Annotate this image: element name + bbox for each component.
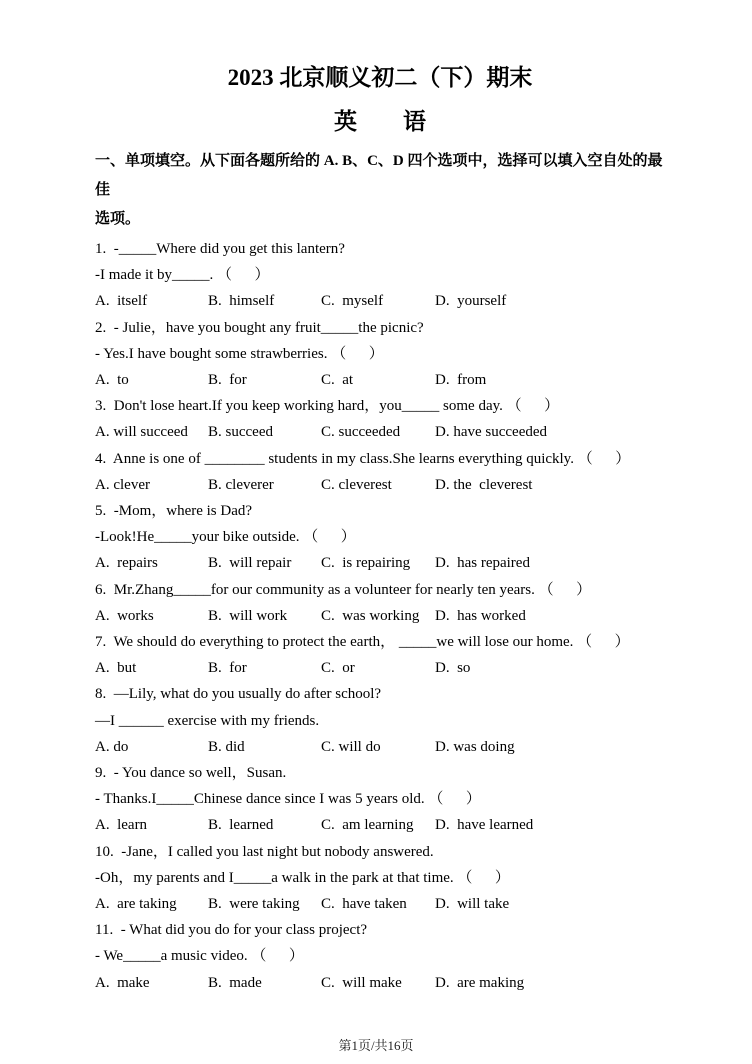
question-line: 4. Anne is one of ________ students in my class.She learns everything quickly. （ ） <box>95 450 631 467</box>
option-c: C. was working <box>321 607 420 624</box>
option-c: C. am learning <box>321 817 414 834</box>
page-title: 2023 北京顺义初二（下）期末 <box>227 65 533 90</box>
question-line: 8. —Lily, what do you usually do after school? <box>95 686 382 703</box>
options-row <box>95 550 665 576</box>
option-b: B. for <box>208 372 247 389</box>
question-line: 2. - Julie，have you bought any fruit_____the picnic? <box>95 319 424 336</box>
question-line: - Yes.I have bought some strawberries. （ ） <box>95 345 384 362</box>
option-c: C. have taken <box>321 896 407 913</box>
option-b: B. succeed <box>208 424 273 441</box>
option-d: D. has repaired <box>435 555 530 572</box>
question-11 <box>95 917 665 996</box>
question-line: - We_____a music video. （ ） <box>95 948 304 965</box>
options-row <box>95 419 665 445</box>
question-3 <box>95 393 665 445</box>
option-b: B. made <box>208 974 262 991</box>
question-1 <box>95 236 665 315</box>
page-indicator: 第1页/共16页 <box>338 1038 414 1053</box>
option-d: D. have learned <box>435 817 534 834</box>
question-7 <box>95 629 665 681</box>
question-line: 10. -Jane，I called you last night but nobody answered. <box>95 843 434 860</box>
options-row <box>95 655 665 681</box>
question-4 <box>95 446 665 498</box>
options-row <box>95 472 665 498</box>
option-d: D. have succeeded <box>435 424 548 441</box>
option-a: A. repairs <box>95 555 158 572</box>
option-d: D. has worked <box>435 607 526 624</box>
option-d: D. will take <box>435 896 510 913</box>
option-c: C. or <box>321 660 355 677</box>
section-instruction <box>95 147 665 234</box>
question-8 <box>95 681 665 760</box>
question-10 <box>95 839 665 918</box>
option-a: A. make <box>95 974 150 991</box>
question-line: 11. - What did you do for your class project? <box>95 922 368 939</box>
question-line: 3. Don't lose heart.If you keep working hard，you_____ some day. （ ） <box>95 398 560 415</box>
options-row <box>95 603 665 629</box>
question-line: 7. We should do everything to protect the earth， _____we will lose our home. （ ） <box>95 634 630 651</box>
option-b: B. cleverer <box>208 476 274 493</box>
option-a: A. learn <box>95 817 148 834</box>
option-b: B. learned <box>208 817 274 834</box>
instruction-line: 选项。 <box>95 211 141 227</box>
question-line: —I ______ exercise with my friends. <box>95 712 320 729</box>
option-b: B. did <box>208 738 245 755</box>
option-d: D. the cleverest <box>435 476 533 493</box>
options-row <box>95 970 665 996</box>
option-d: D. so <box>435 660 471 677</box>
option-a: A. to <box>95 372 129 389</box>
option-a: A. but <box>95 660 137 677</box>
option-a: A. itself <box>95 293 148 310</box>
option-b: B. will repair <box>208 555 292 572</box>
option-c: C. succeeded <box>321 424 401 441</box>
option-b: B. will work <box>208 607 288 624</box>
question-list <box>95 236 665 996</box>
question-9 <box>95 760 665 839</box>
question-5 <box>95 498 665 577</box>
question-line: -I made it by_____. （ ） <box>95 267 270 284</box>
exam-document <box>95 56 665 996</box>
subject-title: 英 语 <box>334 109 426 134</box>
option-d: D. yourself <box>435 293 507 310</box>
question-line: - Thanks.I_____Chinese dance since I was 5 years old. （ ） <box>95 791 481 808</box>
question-line: -Look!He_____your bike outside. （ ） <box>95 529 356 546</box>
option-b: B. for <box>208 660 247 677</box>
option-d: D. are making <box>435 974 525 991</box>
question-line: 5. -Mom，where is Dad? <box>95 503 253 520</box>
question-6 <box>95 577 665 629</box>
option-c: C. at <box>321 372 354 389</box>
instruction-line: 一、单项填空。从下面各题所给的 A. B、C、D 四个选项中，选择可以填入空自处的最佳 <box>95 153 663 198</box>
option-a: A. works <box>95 607 154 624</box>
option-b: B. himself <box>208 293 275 310</box>
options-row <box>95 734 665 760</box>
option-c: C. will do <box>321 738 381 755</box>
option-c: C. myself <box>321 293 384 310</box>
options-row <box>95 891 665 917</box>
option-a: A. are taking <box>95 896 177 913</box>
option-d: D. was doing <box>435 738 515 755</box>
question-line: 6. Mr.Zhang_____for our community as a volunteer for nearly ten years. （ ） <box>95 581 592 598</box>
option-d: D. from <box>435 372 487 389</box>
question-line: 1. -_____Where did you get this lantern? <box>95 241 345 257</box>
option-c: C. will make <box>321 974 402 991</box>
option-b: B. were taking <box>208 896 300 913</box>
options-row <box>95 288 665 314</box>
option-a: A. clever <box>95 476 150 493</box>
question-line: 9. - You dance so well，Susan. <box>95 765 287 782</box>
options-row <box>95 812 665 838</box>
options-row <box>95 367 665 393</box>
option-a: A. will succeed <box>95 424 188 441</box>
option-c: C. is repairing <box>321 555 411 572</box>
question-line: -Oh，my parents and I_____a walk in the park at that time. （ ） <box>95 869 510 886</box>
question-2 <box>95 315 665 394</box>
option-a: A. do <box>95 738 129 755</box>
option-c: C. cleverest <box>321 476 392 493</box>
